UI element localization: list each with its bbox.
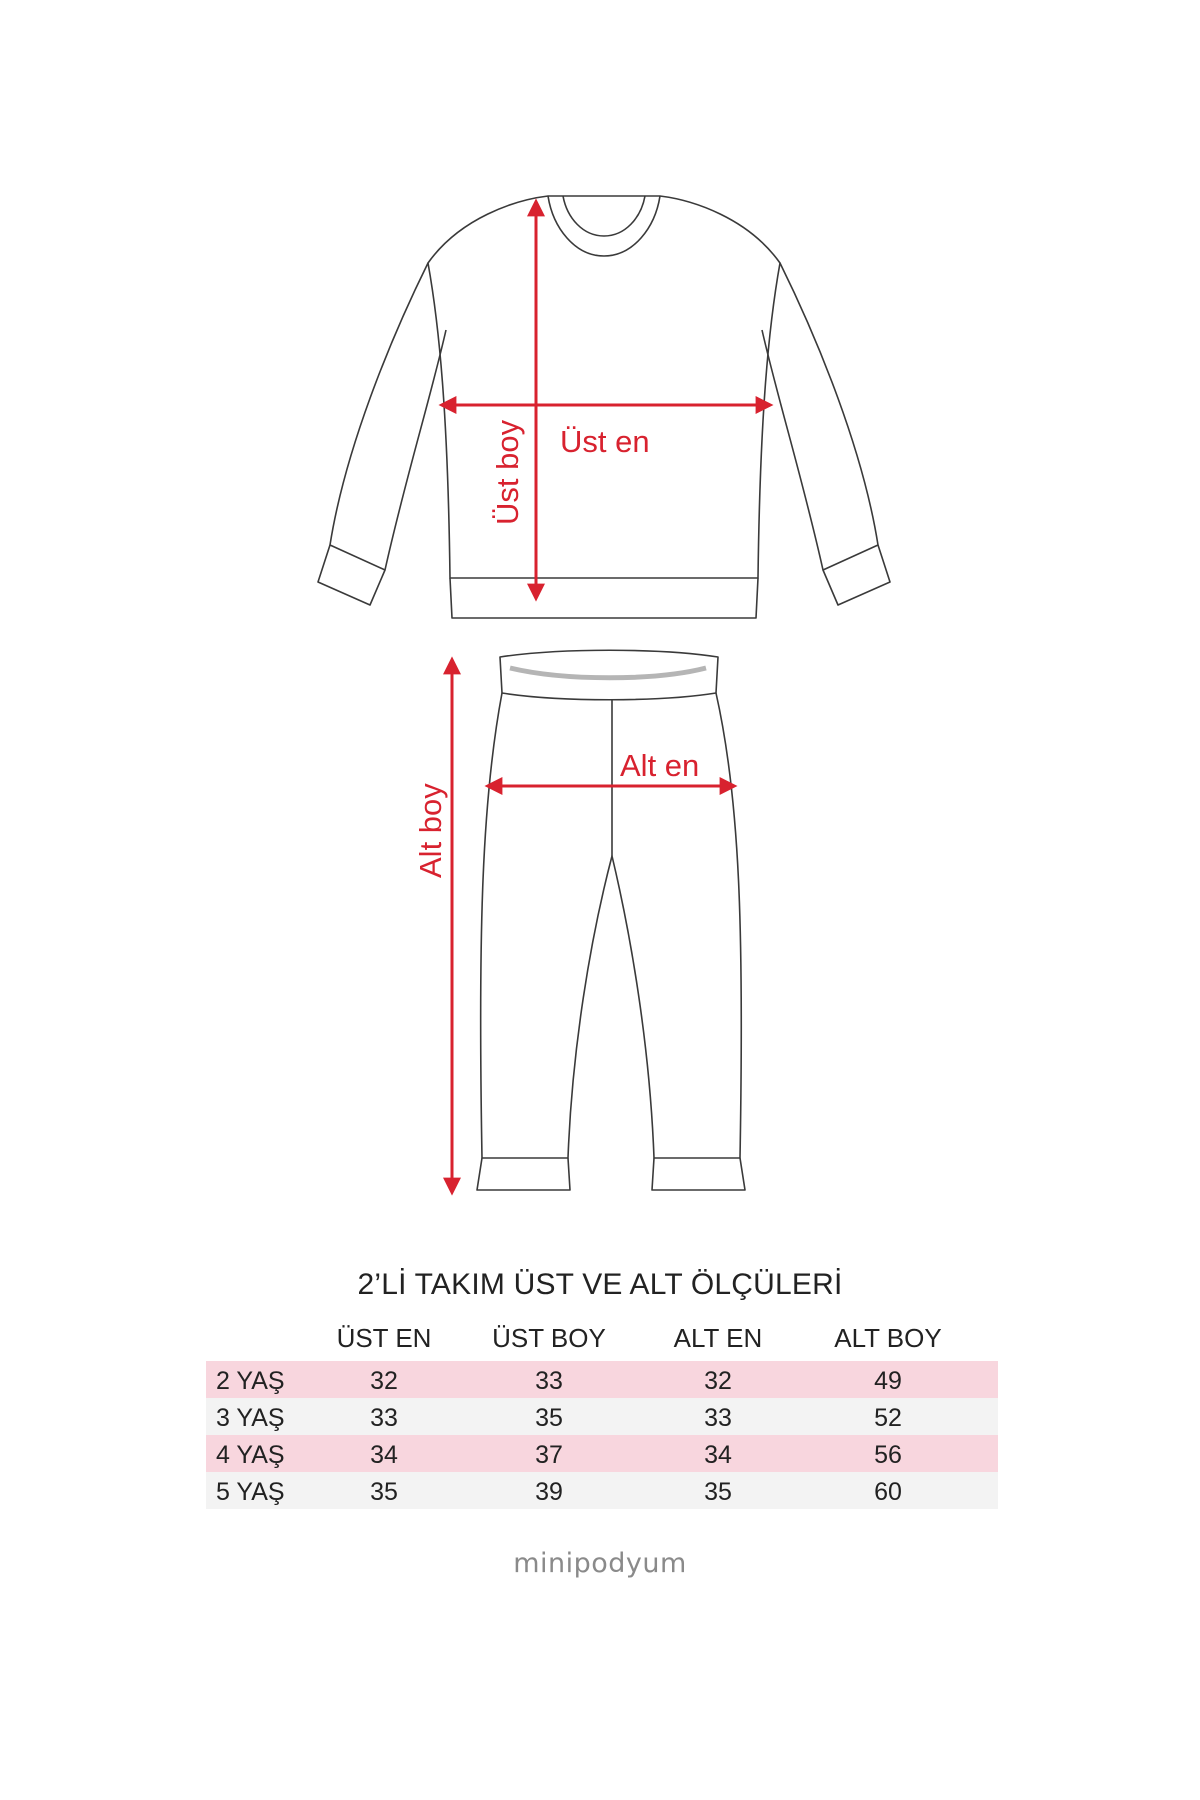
header-ust-en: ÜST EN bbox=[336, 1323, 432, 1353]
row-size-label: 5 YAŞ bbox=[216, 1478, 285, 1506]
measurement-arrows bbox=[442, 202, 770, 1192]
cell-ust-boy: 33 bbox=[535, 1367, 563, 1395]
table-header-row bbox=[206, 1315, 998, 1361]
table-row bbox=[206, 1398, 998, 1435]
row-size-label: 4 YAŞ bbox=[216, 1441, 285, 1469]
cell-alt-en: 33 bbox=[704, 1404, 732, 1432]
cell-ust-en: 32 bbox=[370, 1367, 398, 1395]
sweatshirt-collar-inner bbox=[563, 196, 645, 236]
brand-logo: minipodyum bbox=[513, 1548, 687, 1579]
ankle-cuff-right bbox=[652, 1158, 745, 1190]
cell-ust-boy: 37 bbox=[535, 1441, 563, 1469]
header-alt-boy: ALT BOY bbox=[834, 1323, 942, 1353]
ankle-cuff-left bbox=[477, 1158, 570, 1190]
header-ust-boy: ÜST BOY bbox=[492, 1323, 606, 1353]
trousers-waistband bbox=[500, 650, 718, 700]
table-row bbox=[206, 1435, 998, 1472]
cell-ust-en: 35 bbox=[370, 1478, 398, 1506]
waistband-shading bbox=[510, 668, 706, 678]
header-alt-en: ALT EN bbox=[673, 1323, 763, 1353]
label-ust-en: Üst en bbox=[560, 424, 650, 459]
trousers-outline bbox=[481, 693, 742, 1158]
sleeve-right bbox=[762, 263, 878, 570]
trousers-drawing bbox=[477, 650, 745, 1190]
size-table bbox=[206, 1315, 998, 1509]
table-row bbox=[206, 1472, 998, 1509]
cell-alt-en: 32 bbox=[704, 1367, 732, 1395]
cell-ust-en: 34 bbox=[370, 1441, 398, 1469]
cell-alt-en: 35 bbox=[704, 1478, 732, 1506]
sweatshirt-body-outline bbox=[428, 196, 780, 578]
cell-ust-boy: 35 bbox=[535, 1404, 563, 1432]
cell-ust-en: 33 bbox=[370, 1404, 398, 1432]
cell-alt-boy: 52 bbox=[874, 1404, 902, 1432]
label-alt-boy: Alt boy bbox=[413, 783, 448, 878]
sleeve-left bbox=[330, 263, 446, 570]
row-size-label: 2 YAŞ bbox=[216, 1367, 285, 1395]
cell-alt-boy: 60 bbox=[874, 1478, 902, 1506]
cell-alt-boy: 49 bbox=[874, 1367, 902, 1395]
sweatshirt-drawing bbox=[318, 196, 890, 618]
cell-ust-boy: 39 bbox=[535, 1478, 563, 1506]
row-size-label: 3 YAŞ bbox=[216, 1404, 285, 1432]
table-title: 2’Lİ TAKIM ÜST VE ALT ÖLÇÜLERİ bbox=[357, 1268, 843, 1301]
label-ust-boy: Üst boy bbox=[490, 419, 525, 525]
table-row bbox=[206, 1361, 998, 1398]
cell-alt-en: 34 bbox=[704, 1441, 732, 1469]
cell-alt-boy: 56 bbox=[874, 1441, 902, 1469]
label-alt-en: Alt en bbox=[620, 748, 700, 783]
sweatshirt-hem bbox=[450, 578, 758, 618]
